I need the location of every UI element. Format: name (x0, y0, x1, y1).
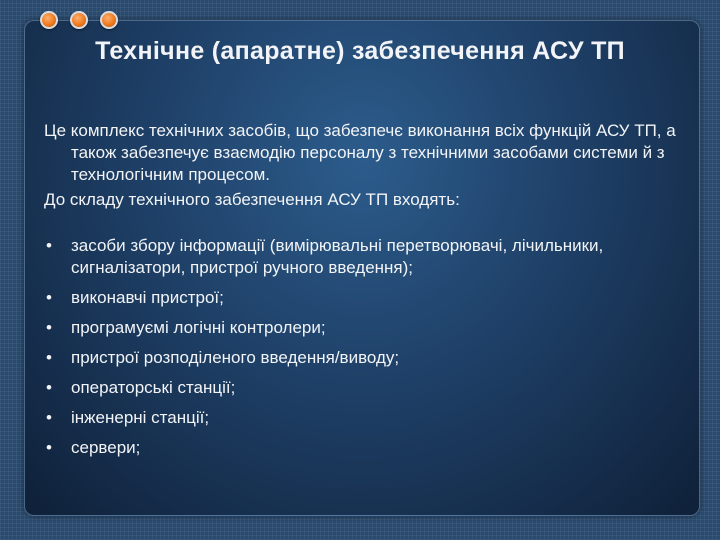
bullet-icon: • (46, 288, 52, 307)
list-item (44, 287, 684, 309)
list-item-text: програмуємі логічні контролери; (71, 318, 326, 337)
slide-body (44, 120, 684, 467)
bullet-icon: • (46, 438, 52, 457)
window-dots (40, 11, 118, 29)
list-item-text: сервери; (71, 438, 141, 457)
list-item-text: пристрої розподіленого введення/виводу; (71, 348, 400, 367)
orange-dot-1 (40, 11, 58, 29)
orange-dot-2 (70, 11, 88, 29)
slide-title: Технічне (апаратне) забезпечення АСУ ТП (95, 37, 625, 65)
list-item (44, 235, 684, 279)
list-item (44, 407, 684, 429)
list-item-text: операторські станції; (71, 378, 236, 397)
composition-intro: До складу технічного забезпечення АСУ ТП входять: (44, 190, 460, 209)
list-item-text: виконавчі пристрої; (71, 288, 224, 307)
bullet-icon: • (46, 408, 52, 427)
list-item (44, 377, 684, 399)
orange-dot-3 (100, 11, 118, 29)
bullet-icon: • (46, 236, 52, 255)
list-item-text: інженерні станції; (71, 408, 210, 427)
list-item (44, 317, 684, 339)
list-item (44, 347, 684, 369)
list-item-text: засоби збору інформації (вимірювальні перетворювачі, лічильники, сигналізатори, пристрої ручного введення); (71, 236, 604, 277)
bullet-icon: • (46, 318, 52, 337)
bullet-icon: • (46, 378, 52, 397)
bullet-icon: • (46, 348, 52, 367)
list-item (44, 437, 684, 459)
intro-paragraph: Це комплекс технічних засобів, що забезпечє виконання всіх функцій АСУ ТП, а також забезпечує взаємодію персоналу з технічними засобами системи й з технологічним процесом. (44, 121, 676, 184)
bullet-list (44, 235, 684, 459)
